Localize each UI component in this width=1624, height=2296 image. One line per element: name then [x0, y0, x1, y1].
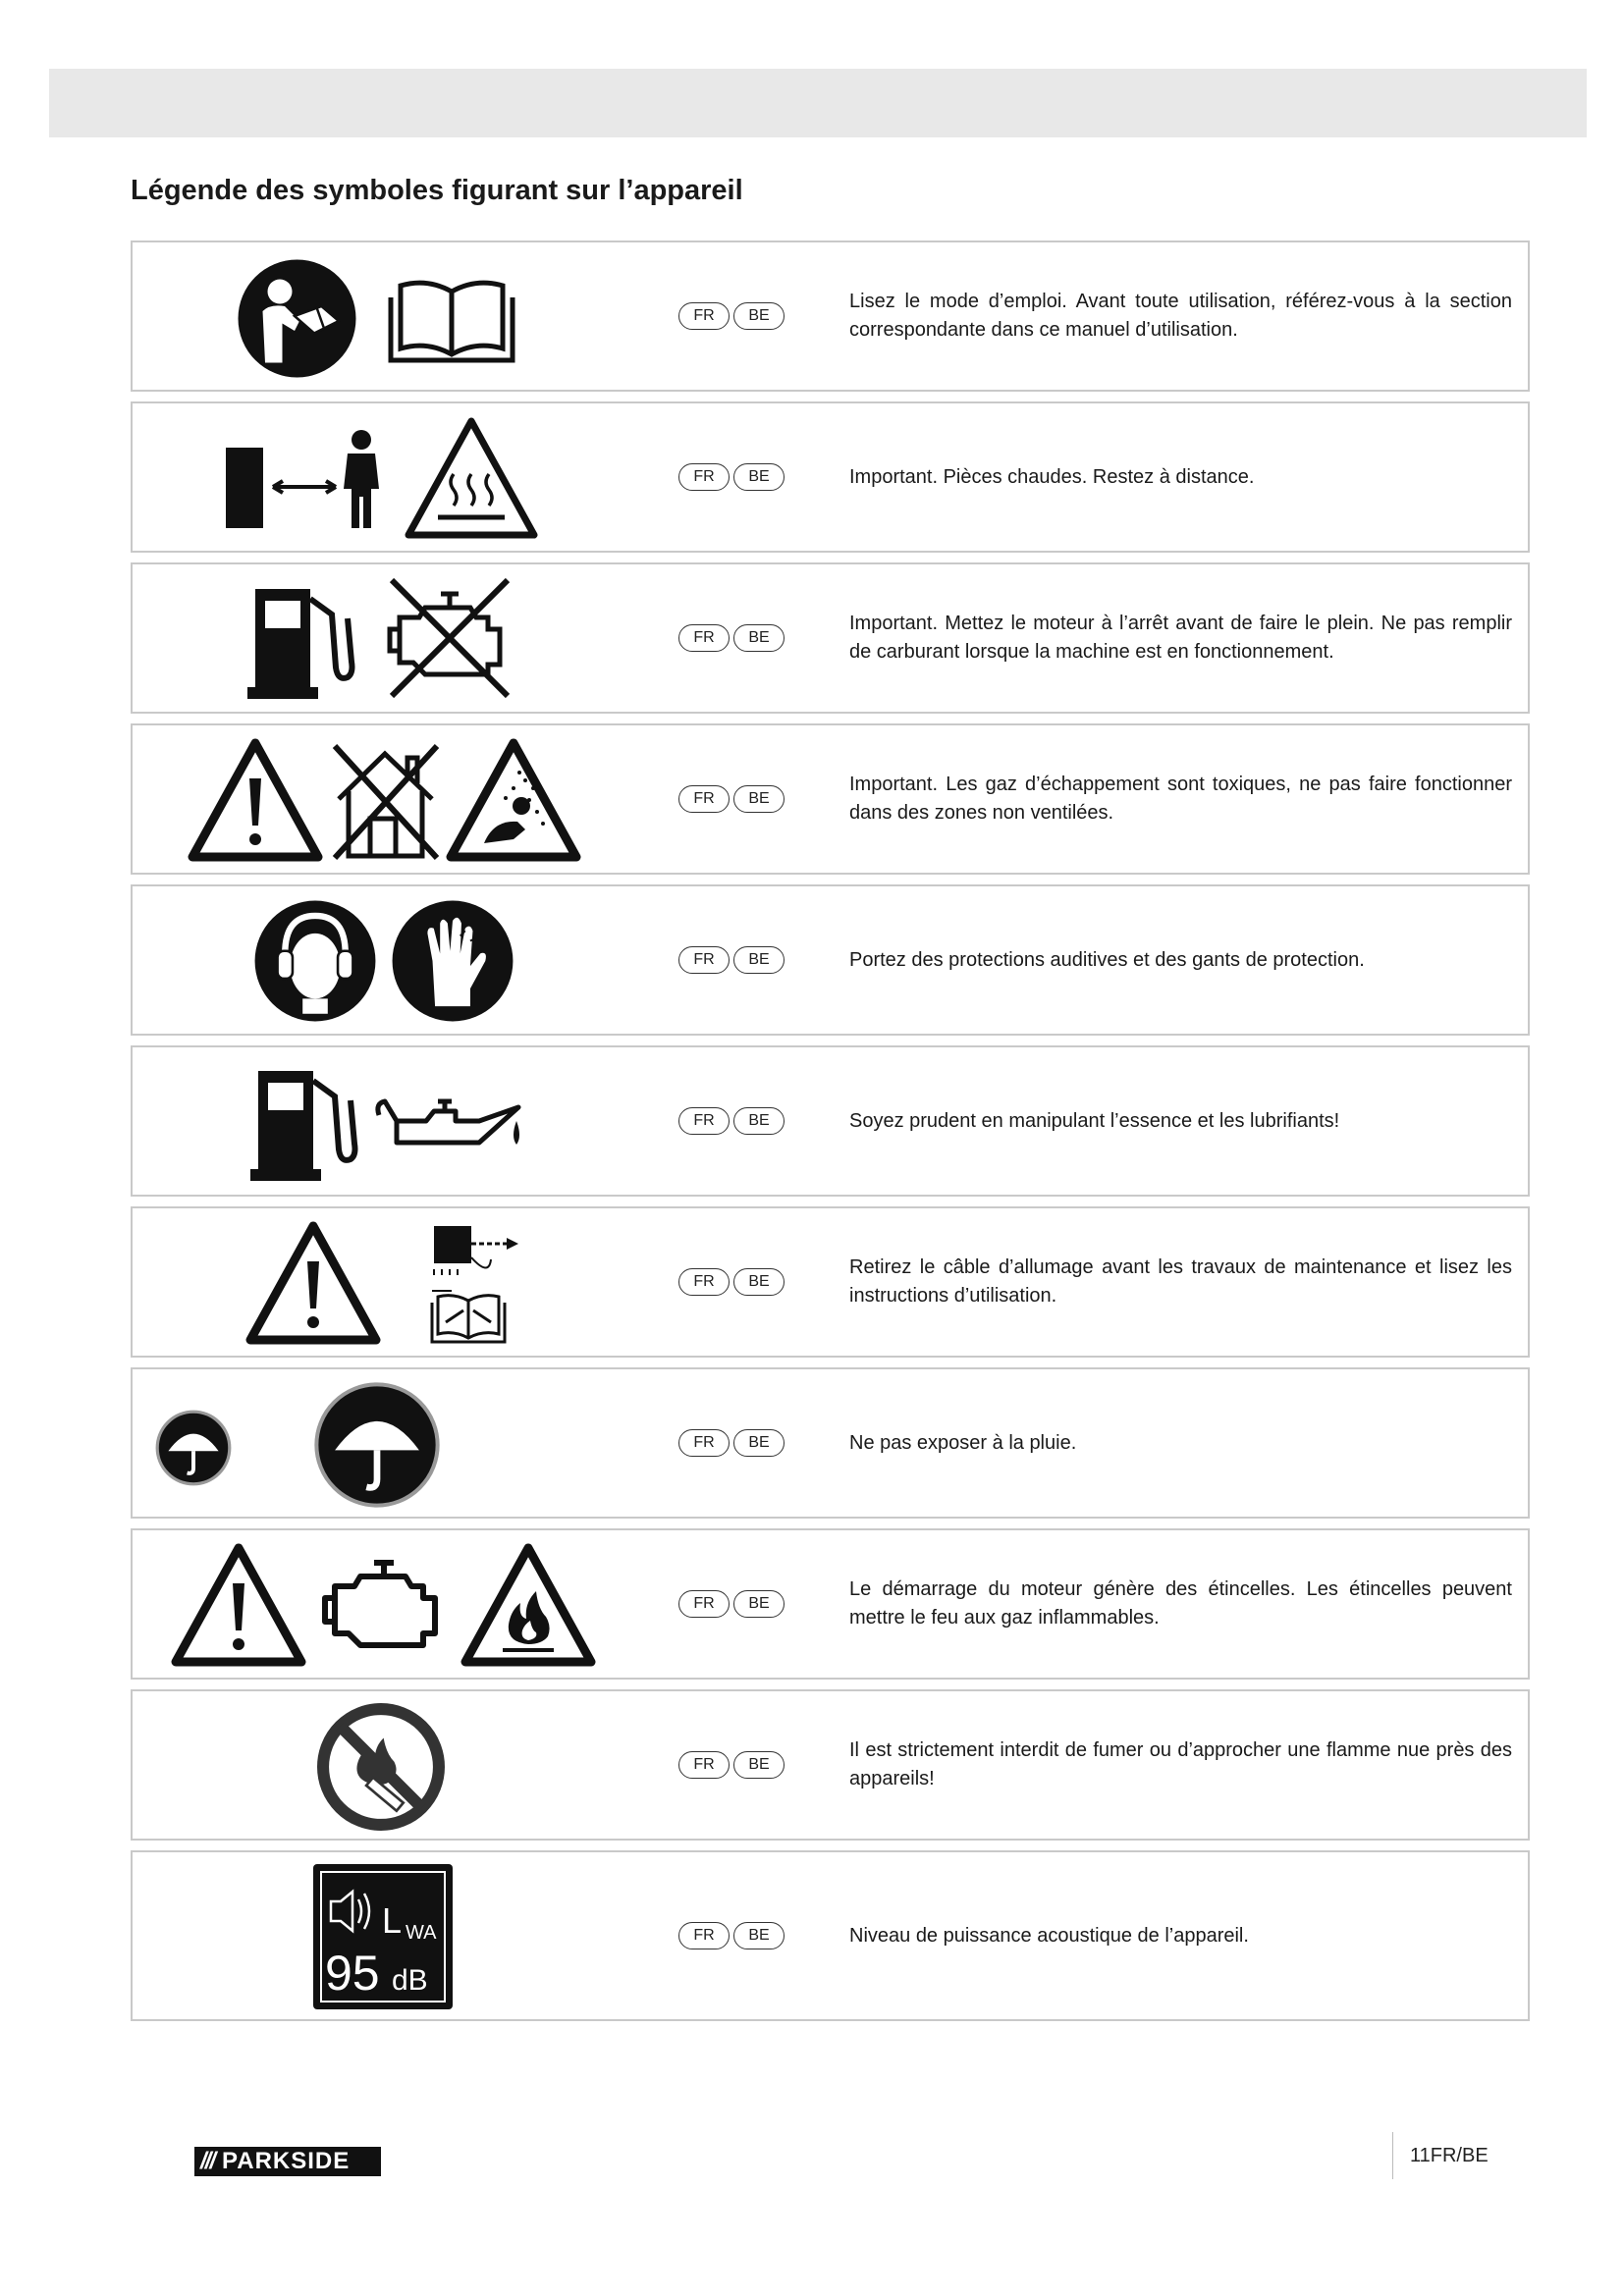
country-code-badge: FR: [678, 302, 730, 330]
country-code-badge: BE: [733, 1268, 785, 1296]
umbrella-small-icon: [154, 1409, 233, 1487]
gloves-icon: [390, 898, 515, 1024]
country-codes: [678, 1268, 785, 1296]
country-code-badge: FR: [678, 1751, 730, 1779]
no-indoor-use-icon: [329, 740, 442, 863]
sound-label: L: [382, 1900, 403, 1941]
country-codes: [678, 1107, 785, 1135]
country-codes: [678, 1590, 785, 1618]
parkside-logo: [194, 2147, 381, 2176]
country-code-badge: FR: [678, 1590, 730, 1618]
country-code-badge: BE: [733, 946, 785, 974]
legend-row: [131, 240, 1530, 392]
country-code-badge: FR: [678, 1107, 730, 1135]
legend-row: [131, 884, 1530, 1036]
country-code-badge: FR: [678, 463, 730, 491]
sound-label-subscript: WA: [406, 1922, 437, 1944]
country-codes: [678, 1751, 785, 1779]
country-code-badge: BE: [733, 463, 785, 491]
page-number: 11FR/BE: [1410, 2145, 1489, 2166]
fuel-pump-icon: [245, 579, 358, 702]
sound-unit: dB: [392, 1964, 428, 1997]
country-codes: [678, 946, 785, 974]
country-code-badge: BE: [733, 785, 785, 813]
country-code-badge: BE: [733, 1590, 785, 1618]
read-manual-icon: [236, 257, 358, 380]
logo-slashes-icon: ///: [200, 2148, 215, 2174]
country-code-badge: FR: [678, 1922, 730, 1949]
symbol-legend-table: [131, 240, 1530, 2031]
legend-row: [131, 723, 1530, 875]
spark-plug-cable-icon: [430, 1222, 523, 1281]
keep-distance-icon: [226, 428, 383, 531]
sound-power-level-icon: [311, 1862, 455, 2011]
maintenance-manual-icon: [430, 1289, 507, 1346]
no-smoking-no-flame-icon: [315, 1701, 447, 1833]
country-codes: [678, 1922, 785, 1949]
country-codes: [678, 785, 785, 813]
hot-surface-warning-icon: [403, 415, 540, 541]
symbol-description: Important. Pièces chaudes. Restez à distance.: [849, 465, 1255, 488]
header-band: [49, 69, 1587, 137]
toxic-fumes-warning-icon: [445, 737, 582, 863]
legend-row: [131, 1689, 1530, 1841]
symbol-description: Lisez le mode d’emploi. Avant toute utilisation, référez-vous à la section correspondante dans ce manuel d’utilisation.: [849, 291, 1512, 341]
engine-off-icon: [386, 576, 514, 699]
legend-row: [131, 1528, 1530, 1680]
symbol-description: Soyez prudent en manipulant l’essence et les lubrifiants!: [849, 1109, 1340, 1132]
country-codes: [678, 624, 785, 652]
fuel-pump-icon: [248, 1061, 361, 1184]
country-code-badge: BE: [733, 1751, 785, 1779]
country-code-badge: FR: [678, 1429, 730, 1457]
symbol-description: Portez des protections auditives et des gants de protection.: [849, 948, 1365, 971]
country-code-badge: BE: [733, 1107, 785, 1135]
symbol-description: Ne pas exposer à la pluie.: [849, 1431, 1077, 1454]
umbrella-large-icon: [311, 1379, 443, 1511]
country-code-badge: BE: [733, 1429, 785, 1457]
country-code-badge: BE: [733, 624, 785, 652]
ear-protection-icon: [252, 898, 378, 1024]
sound-value: 95: [325, 1946, 380, 2001]
oil-can-icon: [371, 1092, 533, 1170]
legend-row: [131, 401, 1530, 553]
country-codes: [678, 302, 785, 330]
legend-row: [131, 1367, 1530, 1519]
legend-row: [131, 1045, 1530, 1197]
country-codes: [678, 1429, 785, 1457]
symbol-description: Important. Mettez le moteur à l’arrêt avant de faire le plein. Ne pas remplir de carburant lorsque la machine est en fonctionnement.: [849, 613, 1512, 663]
legend-row: [131, 562, 1530, 714]
legend-row: [131, 1206, 1530, 1358]
warning-triangle-icon: [170, 1542, 307, 1668]
symbol-description: Niveau de puissance acoustique de l’appareil.: [849, 1924, 1249, 1947]
symbol-description: Il est strictement interdit de fumer ou d’approcher une flamme nue près des appareils!: [849, 1739, 1512, 1789]
page-title: Légende des symboles figurant sur l’appareil: [131, 175, 743, 206]
country-code-badge: FR: [678, 624, 730, 652]
country-code-badge: FR: [678, 785, 730, 813]
engine-icon: [319, 1555, 447, 1658]
logo-text: PARKSIDE: [222, 2148, 351, 2174]
country-codes: [678, 463, 785, 491]
legend-row: [131, 1850, 1530, 2021]
country-code-badge: BE: [733, 302, 785, 330]
country-code-badge: FR: [678, 1268, 730, 1296]
symbol-description: Le démarrage du moteur génère des étincelles. Les étincelles peuvent mettre le feu aux gaz inflammables.: [849, 1578, 1512, 1629]
flammable-warning-icon: [460, 1542, 597, 1668]
symbol-description: Retirez le câble d’allumage avant les travaux de maintenance et lisez les instructions d’utilisation.: [849, 1256, 1512, 1307]
warning-triangle-icon: [244, 1220, 382, 1346]
symbol-description: Important. Les gaz d’échappement sont toxiques, ne pas faire fonctionner dans des zones non ventilées.: [849, 774, 1512, 824]
footer-divider: [1392, 2132, 1393, 2179]
country-code-badge: FR: [678, 946, 730, 974]
country-code-badge: BE: [733, 1922, 785, 1949]
warning-triangle-icon: [187, 737, 324, 863]
open-book-icon: [383, 272, 520, 365]
